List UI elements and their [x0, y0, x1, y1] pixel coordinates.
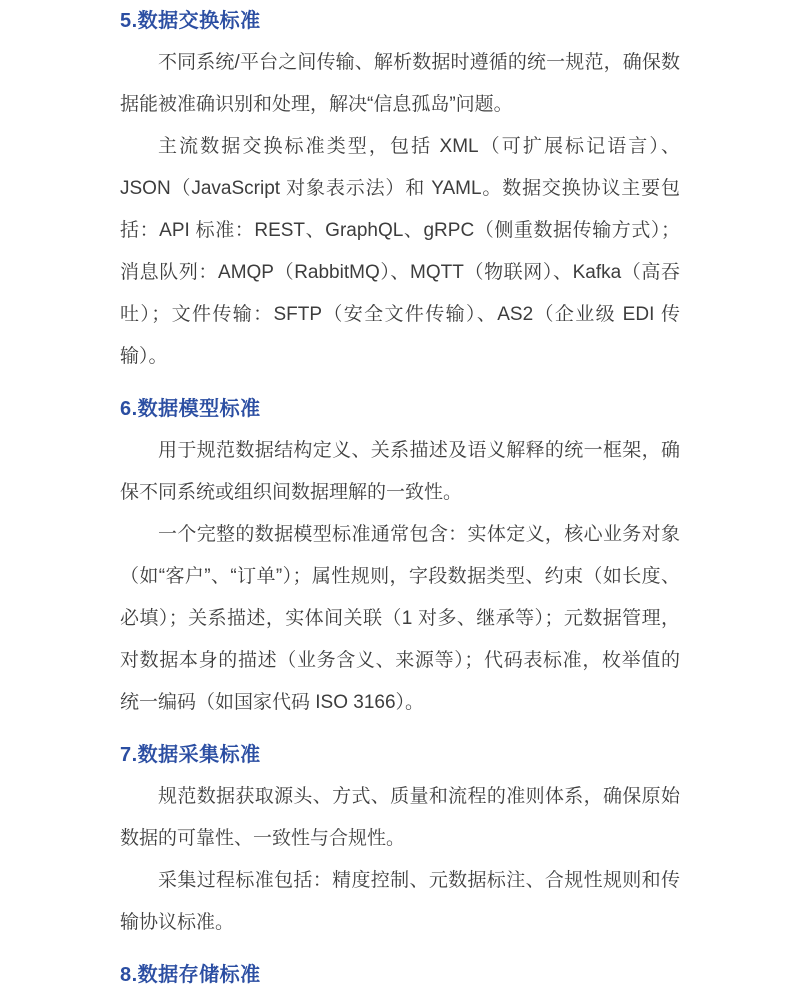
paragraph: 不同系统/平台之间传输、解析数据时遵循的统一规范，确保数据能被准确识别和处理，解决“信息孤岛”问题。	[120, 52, 680, 115]
section-heading: 8.数据存储标准	[120, 964, 261, 986]
section-data-model-standard	[120, 388, 680, 724]
section-heading: 5.数据交换标准	[120, 10, 261, 32]
section-data-exchange-standard	[120, 0, 680, 378]
section-heading: 7.数据采集标准	[120, 744, 261, 766]
section-data-collection-standard	[120, 734, 680, 944]
paragraph: 规范数据获取源头、方式、质量和流程的准则体系，确保原始数据的可靠性、一致性与合规性。	[120, 786, 680, 849]
section-data-storage-standard	[120, 954, 680, 996]
paragraph: 采集过程标准包括：精度控制、元数据标注、合规性规则和传输协议标准。	[120, 870, 680, 933]
paragraph: 用于规范数据结构定义、关系描述及语义解释的统一框架，确保不同系统或组织间数据理解的一致性。	[120, 440, 680, 503]
section-heading: 6.数据模型标准	[120, 398, 261, 420]
paragraph: 主流数据交换标准类型，包括 XML（可扩展标记语言）、JSON（JavaScript 对象表示法）和 YAML。数据交换协议主要包括：API 标准：REST、GraphQL、gRPC（侧重数据传输方式）；消息队列：AMQP（RabbitMQ）、MQTT（物联网）、Kafka（高吞吐）；文件传输：SFTP（安全文件传输）、AS2（企业级 EDI 传输）。	[120, 136, 680, 367]
paragraph: 一个完整的数据模型标准通常包含：实体定义，核心业务对象（如“客户”、“订单”）；属性规则，字段数据类型、约束（如长度、必填）；关系描述，实体间关联（1 对多、继承等）；元数据管理，对数据本身的描述（业务含义、来源等）；代码表标准，枚举值的统一编码（如国家代码 ISO 3166）。	[120, 524, 680, 713]
